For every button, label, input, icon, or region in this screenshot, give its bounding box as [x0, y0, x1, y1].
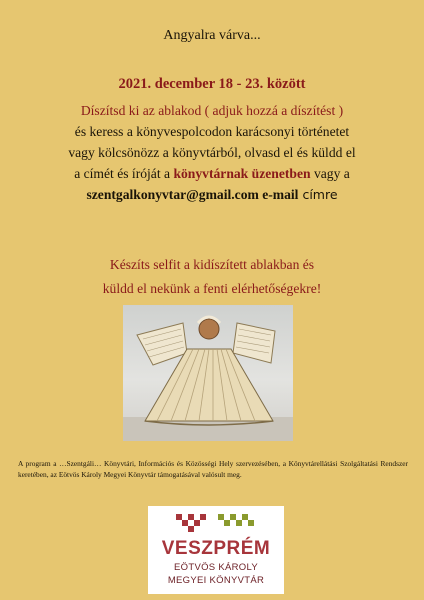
instruction-line-4-end: vagy a [310, 166, 350, 181]
program-credit: A program a …Szentgáli… Könyvtári, Információs és Közösségi Hely szervezésében, a Könyvtárellátási Szolgáltatási Rendszer keretében, az Eötvös Károly Megyei Könyvtár támogatásával valósult meg. [18, 459, 408, 479]
email-address[interactable]: szentgalkonyvtar@gmail.com [86, 187, 259, 202]
logo-subtitle-2: MEGYEI KÖNYVTÁR [167, 575, 265, 586]
library-logo [148, 506, 284, 594]
poster-heading: Angyalra várva... [163, 28, 261, 43]
instruction-line-4-start: a címét és íróját a [74, 166, 174, 181]
selfie-line-1: Készíts selfit a kidíszített ablakban és [109, 257, 315, 272]
selfie-call [0, 253, 424, 301]
book-angel-photo [123, 305, 293, 441]
logo-subtitle-1: EÖTVÖS KÁROLY [174, 562, 258, 573]
instruction-line-4 [0, 163, 424, 184]
selfie-line-2: küldd el nekünk a fenti elérhetőségekre! [102, 281, 322, 296]
logo-checker-icon [148, 506, 284, 536]
book-angel-illustration [123, 305, 293, 441]
instruction-line-2: és keress a könyvespolcodon karácsonyi történetet [74, 124, 350, 139]
event-dates: 2021. december 18 - 23. között [118, 76, 306, 92]
instruction-line-5 [0, 184, 424, 205]
angel-head [199, 319, 219, 339]
library-message-text: könyvtárnak üzenetben [173, 166, 311, 181]
email-label: e-mail [258, 187, 299, 202]
instruction-line-1: Díszítsd ki az ablakod ( adjuk hozzá a díszítést ) [80, 103, 344, 118]
instruction-line-3: vagy kölcsönözz a könyvtárból, olvasd el és küldd el [68, 145, 356, 160]
logo-name: VESZPRÉM [161, 538, 271, 559]
instructions [0, 100, 424, 205]
email-suffix: címre [298, 187, 338, 202]
